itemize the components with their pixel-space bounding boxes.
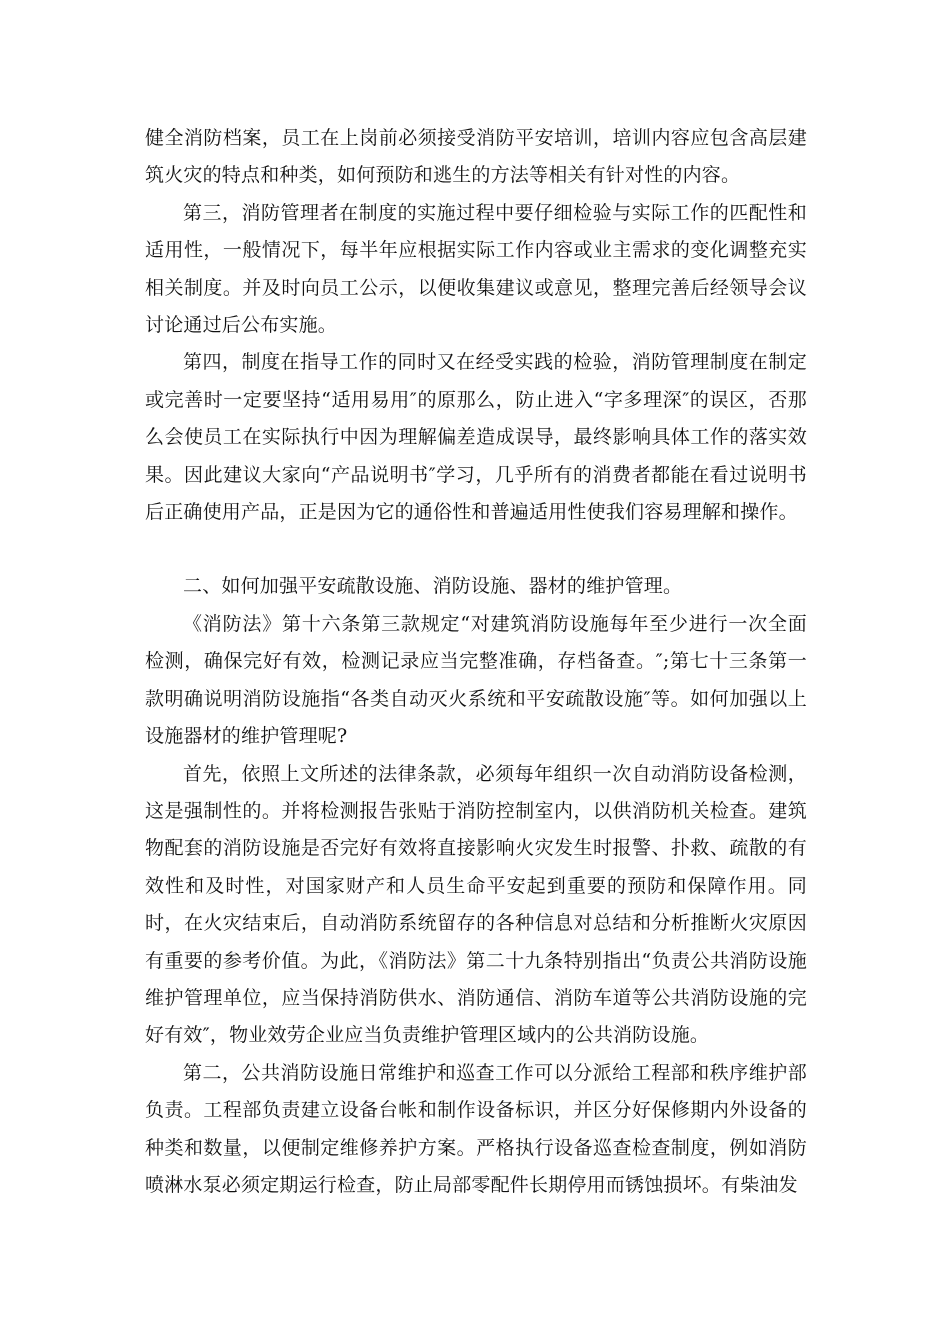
paragraph-fourth-point: 第四，制度在指导工作的同时又在经受实践的检验，消防管理制度在制定或完善时一定要坚持“适用易用″的原那么，防止进入“字多理深″的误区，否那么会使员工在实际执行中因为理解偏差造成误导，最终影响具体工作的落实效果。因此建议大家向“产品说明书″学习，几乎所有的消费者都能在看过说明书后正确使用产品，正是因为它的通俗性和普遍适用性使我们容易理解和操作。 xyxy=(145,351,807,524)
paragraph-second-daily-maintenance: 第二，公共消防设施日常维护和巡查工作可以分派给工程部和秩序维护部负责。工程部负责建立设备台帐和制作设备标识，并区分好保修期内外设备的种类和数量，以便制定维修养护方案。严格执行设备巡查检查制度，例如消防喷淋水泵必须定期运行检查，防止局部零配件长期停用而锈蚀损坏。有柴油发 xyxy=(145,1061,807,1196)
section-heading-maintenance: 二、如何加强平安疏散设施、消防设施、器材的维护管理。 xyxy=(183,575,683,598)
paragraph-fire-archives: 健全消防档案，员工在上岗前必须接受消防平安培训，培训内容应包含高层建筑火灾的特点和种类，如何预防和逃生的方法等相关有针对性的内容。 xyxy=(145,127,807,187)
paragraph-third-point: 第三，消防管理者在制度的实施过程中要仔细检验与实际工作的匹配性和适用性，一般情况下，每半年应根据实际工作内容或业主需求的变化调整充实相关制度。并及时向员工公示，以便收集建议或意见，整理完善后经领导会议讨论通过后公布实施。 xyxy=(145,201,807,337)
document-body xyxy=(145,120,807,1204)
paragraph-gap xyxy=(145,531,807,568)
paragraph-fire-law-article: 《消防法》第十六条第三款规定“对建筑消防设施每年至少进行一次全面检测，确保完好有效，检测记录应当完整准确，存档备查。″;第七十三条第一款明确说明消防设施指“各类自动灭火系统和平安疏散设施″等。如何加强以上设施器材的维护管理呢? xyxy=(145,612,807,748)
paragraph-first-annual-inspection: 首先，依照上文所述的法律条款，必须每年组织一次自动消防设备检测，这是强制性的。并将检测报告张贴于消防控制室内，以供消防机关检查。建筑物配套的消防设施是否完好有效将直接影响火灾发生时报警、扑救、疏散的有效性和及时性，对国家财产和人员生命平安起到重要的预防和保障作用。同时，在火灾结束后，自动消防系统留存的各种信息对总结和分析推断火灾原因有重要的参考价值。为此，《消防法》第二十九条特别指出“负责公共消防设施维护管理单位，应当保持消防供水、消防通信、消防车道等公共消防设施的完好有效″，物业效劳企业应当负责维护管理区域内的公共消防设施。 xyxy=(145,762,807,1047)
